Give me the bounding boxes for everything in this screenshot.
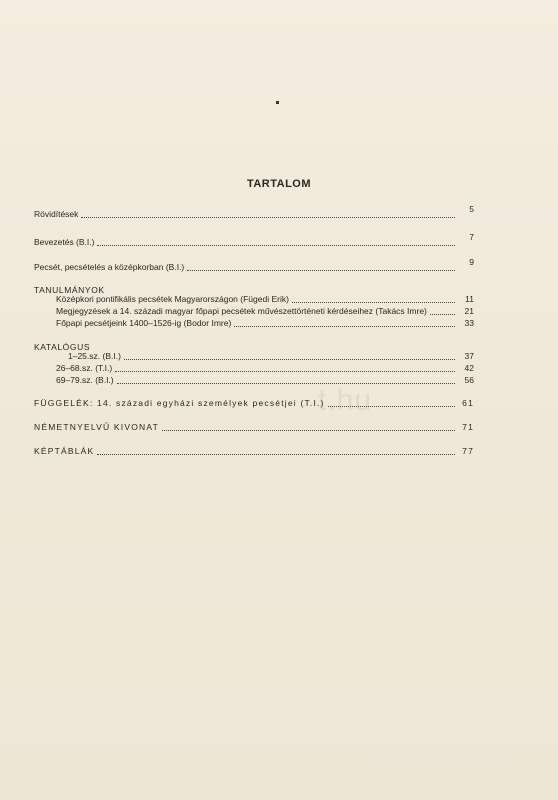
toc-entry-catalogue-1 [68,351,474,362]
toc-entry-introduction [34,232,474,248]
toc-entry-label: 26–68.sz. (T.I.) [56,363,113,373]
toc-entry-page: 7 [469,232,474,242]
toc-entry-german-summary [34,422,474,433]
toc-entry-page: 37 [464,351,474,361]
toc-entry-label: KÉPTÁBLÁK [34,446,95,456]
toc-entry-page: 61 [462,398,474,408]
toc-entry-label: Megjegyzések a 14. századi magyar főpapi pecsétek művészettörténeti kérdéseihez (Takács Imre) [56,306,427,316]
toc-entry-page: 5 [469,204,474,214]
toc-entry-seals-middle-ages [34,257,474,273]
toc-entry-study-1 [56,294,474,305]
dot-leader [187,269,455,271]
dot-leader [430,313,455,315]
toc-entry-label: Bevezetés (B.I.) [34,237,95,247]
toc-entry-page: 11 [465,294,474,304]
toc-entry-label: Pecsét, pecsételés a középkorban (B.I.) [34,262,185,272]
toc-entry-label: Főpapi pecsétjeink 1400–1526-ig (Bodor Imre) [56,318,232,328]
toc-entry-page: 42 [464,363,474,373]
toc-entry-label: Középkori pontifikális pecsétek Magyarországon (Fügedi Erik) [56,294,289,304]
toc-entry-study-2 [56,306,474,317]
dot-leader [117,382,455,384]
toc-entry-page: 77 [462,446,474,456]
toc-entry-page: 33 [464,318,474,328]
toc-entry-appendix [34,398,474,409]
section-heading-catalogue: KATALÓGUS [34,342,91,352]
toc-entry-plates [34,446,474,457]
toc-entry-page: 71 [462,422,474,432]
dot-leader [234,325,455,327]
dot-leader [124,358,455,360]
page-title: TARTALOM [246,178,312,190]
toc-entry-study-3 [56,318,474,329]
section-heading-studies: TANULMÁNYOK [34,285,105,295]
dot-leader [97,453,455,455]
watermark: t.hu [318,384,373,417]
toc-entry-page: 21 [464,306,474,316]
toc-entry-abbreviations [34,204,474,220]
dot-leader [292,301,455,303]
page-mark [276,101,279,104]
toc-entry-label: 1–25.sz. (B.I.) [68,351,121,361]
toc-entry-catalogue-2 [56,363,474,374]
toc-entry-label: NÉMETNYELVŰ KIVONAT [34,422,159,432]
toc-entry-catalogue-3 [56,375,474,386]
dot-leader [81,216,455,218]
toc-entry-label: FÜGGELÉK: 14. századi egyházi személyek pecsétjei (T.I.) [34,398,325,408]
toc-entry-label: Rövidítések [34,209,79,219]
dot-leader [115,370,455,372]
toc-entry-label: 69–79.sz. (B.I.) [56,375,114,385]
toc-entry-page: 9 [469,257,474,267]
dot-leader [162,429,455,431]
dot-leader [97,244,455,246]
toc-entry-page: 56 [464,375,474,385]
